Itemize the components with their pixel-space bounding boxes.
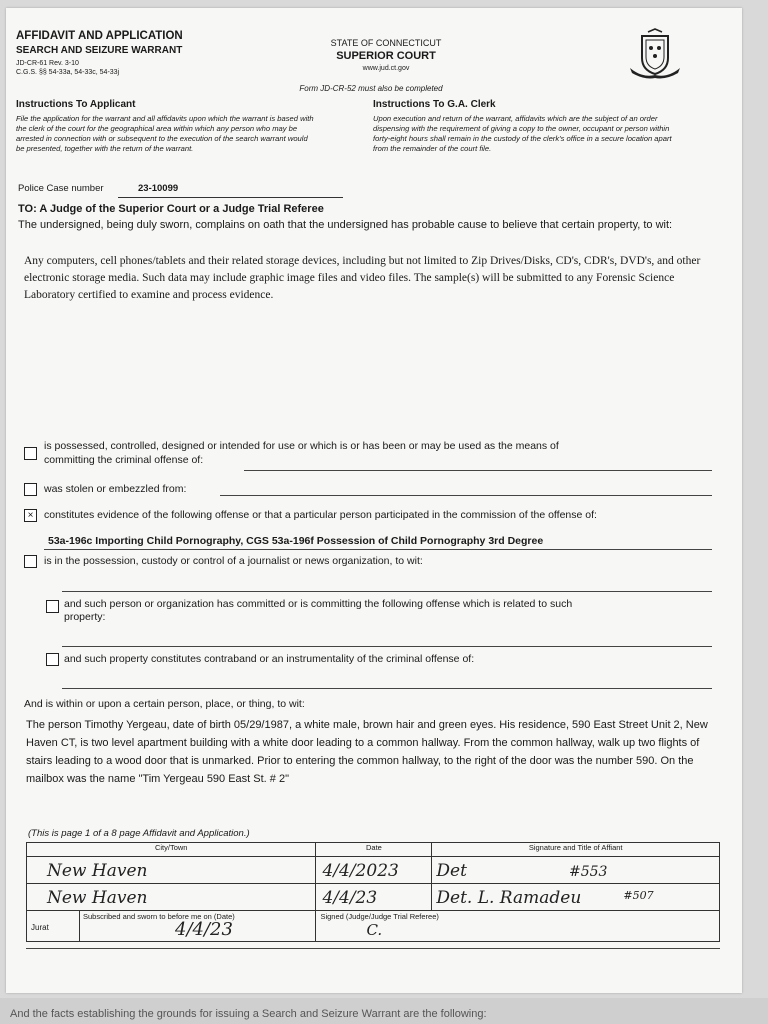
form-title: AFFIDAVIT AND APPLICATION [16, 30, 183, 42]
committed-label-2: property: [64, 611, 106, 623]
affiant-signature[interactable]: Det. L. Ramadeu [436, 888, 582, 908]
next-page-text: And the facts establishing the grounds for issuing a Search and Seizure Warrant are the following: [10, 1008, 487, 1020]
contraband-label: and such property constitutes contraband or an instrumentality of the criminal offense of: [64, 653, 475, 665]
applicant-instructions-heading: Instructions To Applicant [16, 99, 136, 110]
badge-number: #507 [623, 889, 654, 902]
stolen-checkbox[interactable] [24, 483, 37, 496]
date-value[interactable]: 4/4/2023 [322, 861, 399, 881]
location-description[interactable]: The person Timothy Yergeau, date of birth 05/29/1987, a white male, brown hair and green eyes. His residence, 590 East Street Unit 2, New Haven CT, is two level apartment building with a white door leading to a common hallway. From the common hallway, walk up two flights of stairs leading to a wood door that is unmarked. Prior to entering the common hallway, to the right of the door was the number 590. On the mailbox was the name "Tim Yergeau 590 East St. # 2" [26, 719, 708, 785]
police-case-underline [118, 197, 343, 198]
applicant-instructions-text: File the application for the warrant and all affidavits upon which the warrant is based with the clerk of the court for the geographical area within which any person who may be arrested in connection with or subsequent to the execution of the search warrant would be presented, together with the return of the warrant. [16, 114, 314, 153]
connecticut-seal-icon [628, 28, 682, 80]
jurat-divider [79, 911, 80, 941]
form-note: Form JD-CR-52 must also be completed [299, 84, 443, 93]
city-value[interactable]: New Haven [47, 861, 148, 881]
committed-line[interactable] [62, 646, 712, 647]
contraband-line[interactable] [62, 688, 712, 689]
signature-table [26, 842, 720, 942]
within-label: And is within or upon a certain person, place, or thing, to wit: [24, 698, 305, 710]
offense-line [44, 549, 712, 550]
journalist-label: is in the possession, custody or control of a journalist or news organization, to wit: [44, 555, 423, 567]
addressee: TO: A Judge of the Superior Court or a Judge Trial Referee [18, 203, 324, 215]
committed-label-1: and such person or organization has committed or is committing the following offense which is related to such [64, 598, 573, 610]
city-header: City/Town [27, 843, 316, 857]
table-row [27, 884, 720, 911]
possessed-checkbox[interactable] [24, 447, 37, 460]
table-row [27, 857, 720, 884]
possessed-label-1: is possessed, controlled, designed or intended for use or which is or has been or may be used as the means of [44, 440, 559, 452]
journalist-line[interactable] [62, 591, 712, 592]
stolen-from-line[interactable] [220, 495, 712, 496]
possessed-offense-line[interactable] [244, 470, 712, 471]
form-statutes: C.G.S. §§ 54-33a, 54-33c, 54-33j [16, 69, 120, 76]
affidavit-page [6, 8, 742, 993]
judge-signature[interactable]: C. [366, 921, 383, 939]
evidence-checkbox[interactable]: × [24, 509, 37, 522]
property-description[interactable]: Any computers, cell phones/tablets and their related storage devices, including but not limited to Zip Drives/Disks, CD's, CDR's, DVD's, and other electronic storage media. Such data may include graphic image files and video files. The sample(s) will be submitted to any Forensic Science Laboratory certified to examine and process evidence. [24, 255, 701, 301]
police-case-number[interactable]: 23-10099 [138, 183, 179, 194]
complaint-statement: The undersigned, being duly sworn, complains on oath that the undersigned has probable cause to believe that certain property, to wit: [18, 219, 673, 231]
date-header: Date [316, 843, 432, 857]
form-id: JD-CR-61 Rev. 3-10 [16, 60, 79, 67]
jurat-label: Jurat [31, 923, 49, 932]
affiant-signature[interactable]: Det [436, 861, 467, 881]
signed-label: Signed (Judge/Judge Trial Referee) [320, 912, 439, 921]
date-value[interactable]: 4/4/23 [322, 888, 378, 908]
form-subtitle: SEARCH AND SEIZURE WARRANT [16, 45, 183, 56]
committed-checkbox[interactable] [46, 600, 59, 613]
stolen-label: was stolen or embezzled from: [44, 483, 187, 495]
court-name: SUPERIOR COURT [336, 50, 436, 62]
police-case-label: Police Case number [18, 183, 104, 194]
court-website: www.jud.ct.gov [362, 65, 410, 72]
journalist-checkbox[interactable] [24, 555, 37, 568]
contraband-checkbox[interactable] [46, 653, 59, 666]
subscribed-label: Subscribed and sworn to before me on (Date) [83, 912, 235, 921]
clerk-instructions-text: Upon execution and return of the warrant, affidavits which are the subject of an order dispensing with the requirement of giving a copy to the owner, occupant or person within forty-eight hours shall remain in the custody of the clerk's office in a secure location apart from the remainder of the court file. [373, 114, 672, 153]
badge-number: #553 [569, 864, 608, 880]
state-name: STATE OF CONNECTICUT [330, 38, 442, 48]
evidence-label: constitutes evidence of the following offense or that a particular person participated in the commission of the offense of: [44, 509, 597, 521]
possessed-label-2: committing the criminal offense of: [44, 454, 204, 466]
city-value[interactable]: New Haven [47, 888, 148, 908]
signature-header: Signature and Title of Affiant [432, 843, 720, 857]
offense-value[interactable]: 53a-196c Importing Child Pornography, CGS 53a-196f Possession of Child Pornography 3rd Degree [48, 535, 544, 547]
table-bottom-line [26, 948, 720, 949]
page-count-note: (This is page 1 of a 8 page Affidavit and Application.) [28, 828, 250, 839]
clerk-instructions-heading: Instructions To G.A. Clerk [373, 99, 496, 110]
subscribed-date[interactable]: 4/4/23 [175, 919, 233, 940]
